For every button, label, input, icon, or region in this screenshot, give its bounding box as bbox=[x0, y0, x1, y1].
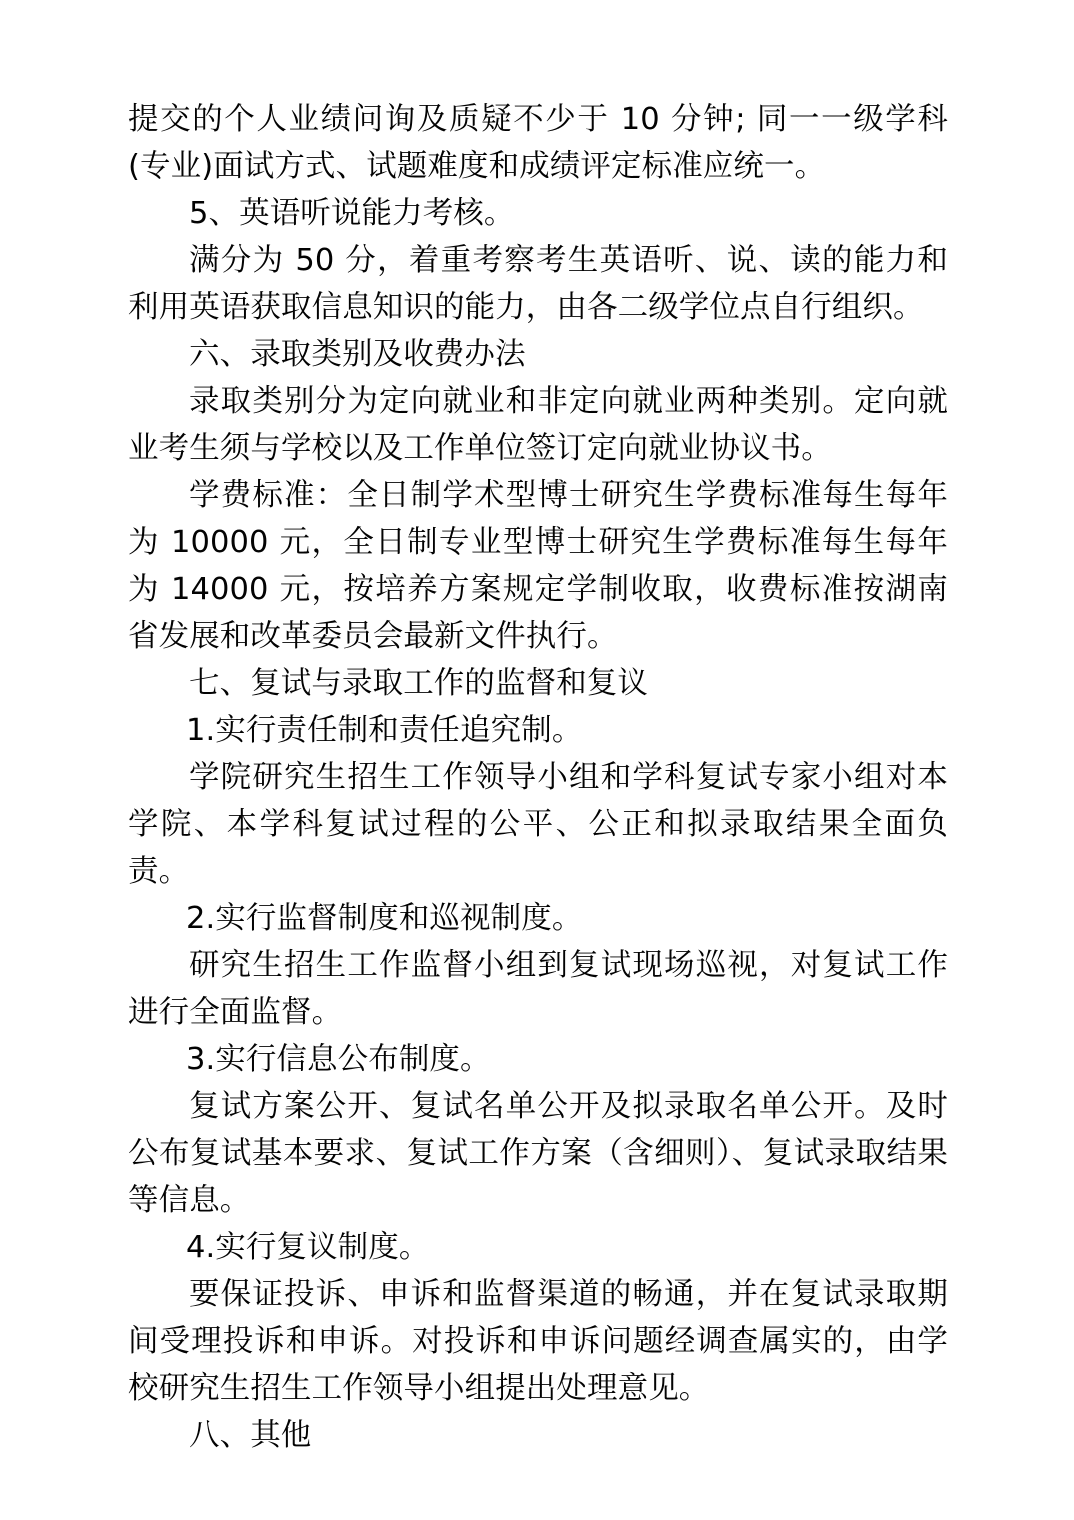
paragraph-reconsideration-detail: 要保证投诉、申诉和监督渠道的畅通，并在复试录取期间受理投诉和申诉。对投诉和申诉问题经调查属实的，由学校研究生招生工作领导小组提出处理意见。 bbox=[128, 1277, 948, 1406]
paragraph-item-3-information-disclosure: 3.实行信息公布制度。 bbox=[185, 1042, 491, 1077]
paragraph-english-score-detail: 满分为 50 分，着重考察考生英语听、说、读的能力和利用英语获取信息知识的能力，由各二级学位点自行组织。 bbox=[128, 243, 948, 325]
heading-section-eight-other: 八、其他 bbox=[189, 1418, 312, 1453]
paragraph-tuition-standard: 学费标准：全日制学术型博士研究生学费标准每生每年为 10000 元，全日制专业型博士研究生学费标准每生每年为 14000 元，按培养方案规定学制收取，收费标准按湖南省发展和改革委员会最新文件执行。 bbox=[128, 478, 948, 654]
paragraph-interview-standards: 提交的个人业绩问询及质疑不少于 10 分钟; 同一一级学科(专业)面试方式、试题难度和成绩评定标准应统一。 bbox=[128, 102, 948, 184]
paragraph-item-2-supervision-system: 2.实行监督制度和巡视制度。 bbox=[185, 901, 583, 936]
paragraph-item-1-responsibility-system: 1.实行责任制和责任追究制。 bbox=[185, 713, 583, 748]
document-text-body bbox=[128, 96, 948, 1459]
paragraph-information-disclosure-detail: 复试方案公开、复试名单公开及拟录取名单公开。及时公布复试基本要求、复试工作方案（含细则）、复试录取结果等信息。 bbox=[128, 1089, 948, 1218]
paragraph-supervision-detail: 研究生招生工作监督小组到复试现场巡视，对复试工作进行全面监督。 bbox=[128, 948, 948, 1030]
heading-section-seven-supervision: 七、复试与录取工作的监督和复议 bbox=[189, 666, 648, 701]
paragraph-item-5-english-listening-speaking: 5、英语听说能力考核。 bbox=[189, 196, 515, 231]
paragraph-responsibility-detail: 学院研究生招生工作领导小组和学科复试专家小组对本学院、本学科复试过程的公平、公正和拟录取结果全面负责。 bbox=[128, 760, 948, 889]
paragraph-admission-category-detail: 录取类别分为定向就业和非定向就业两种类别。定向就业考生须与学校以及工作单位签订定向就业协议书。 bbox=[128, 384, 948, 466]
heading-section-six-admission-category: 六、录取类别及收费办法 bbox=[189, 337, 526, 372]
paragraph-item-4-reconsideration-system: 4.实行复议制度。 bbox=[185, 1230, 430, 1265]
